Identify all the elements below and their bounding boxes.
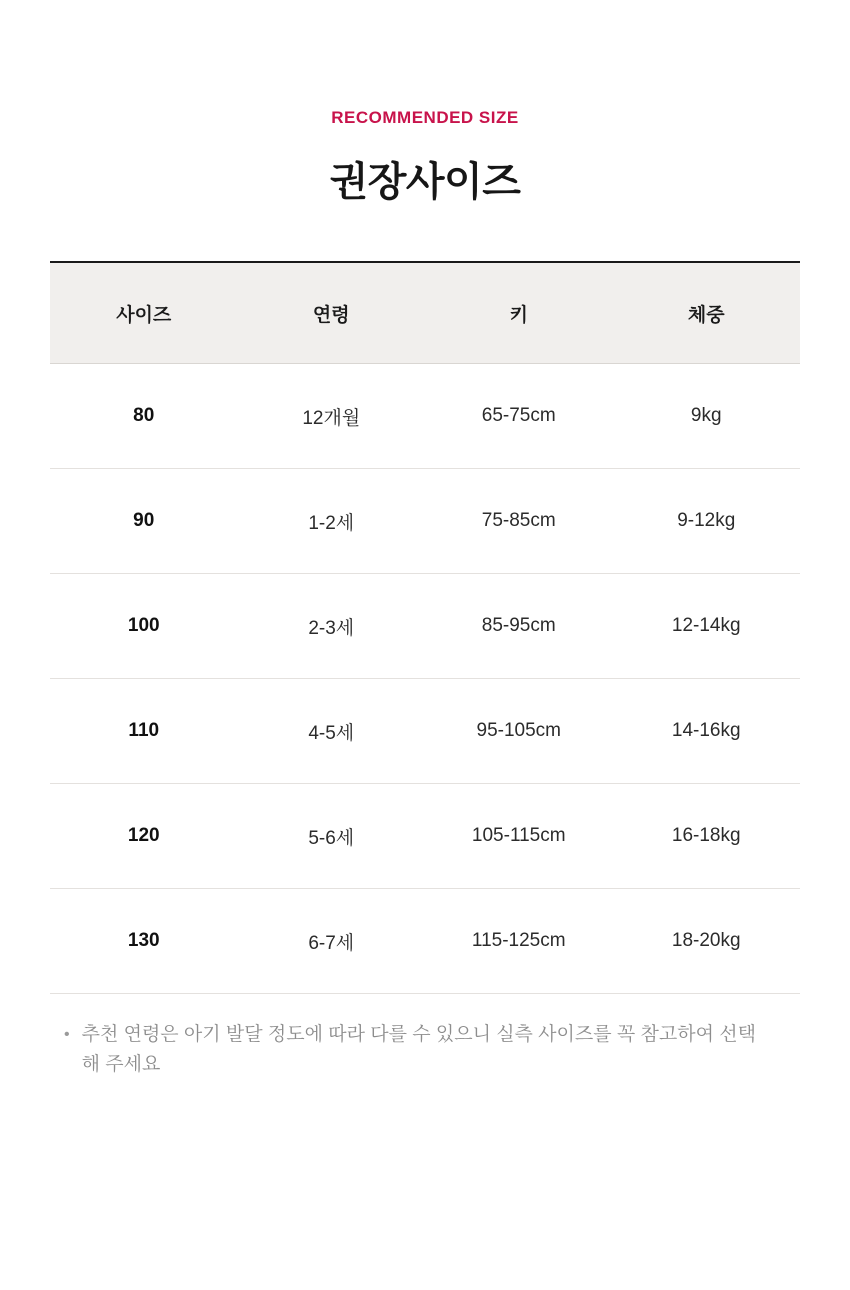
cell-age: 4-5세 — [238, 679, 426, 784]
cell-age: 6-7세 — [238, 889, 426, 994]
page-title: 권장사이즈 — [329, 160, 521, 204]
table-row — [50, 364, 800, 469]
size-table-body — [50, 364, 800, 994]
cell-weight: 9kg — [613, 364, 801, 469]
bullet-icon: • — [64, 1026, 70, 1043]
size-table-head — [50, 262, 800, 364]
cell-weight: 18-20kg — [613, 889, 801, 994]
cell-height: 115-125cm — [425, 889, 613, 994]
cell-size: 80 — [50, 364, 238, 469]
column-header-size: 사이즈 — [50, 262, 238, 364]
cell-size: 100 — [50, 574, 238, 679]
cell-size: 110 — [50, 679, 238, 784]
cell-weight: 16-18kg — [613, 784, 801, 889]
table-header-row — [50, 262, 800, 364]
column-header-height: 키 — [425, 262, 613, 364]
table-row — [50, 469, 800, 574]
cell-age: 12개월 — [238, 364, 426, 469]
cell-height: 75-85cm — [425, 469, 613, 574]
cell-weight: 12-14kg — [613, 574, 801, 679]
size-table-container — [50, 261, 800, 994]
size-note — [50, 1020, 800, 1080]
cell-weight: 9-12kg — [613, 469, 801, 574]
cell-size: 90 — [50, 469, 238, 574]
table-row — [50, 889, 800, 994]
cell-height: 65-75cm — [425, 364, 613, 469]
column-header-age: 연령 — [238, 262, 426, 364]
cell-height: 105-115cm — [425, 784, 613, 889]
cell-height: 85-95cm — [425, 574, 613, 679]
size-guide-page — [0, 108, 850, 1290]
cell-size: 130 — [50, 889, 238, 994]
cell-age: 1-2세 — [238, 469, 426, 574]
table-row — [50, 784, 800, 889]
column-header-weight: 체중 — [613, 262, 801, 364]
cell-weight: 14-16kg — [613, 679, 801, 784]
table-row — [50, 679, 800, 784]
cell-age: 5-6세 — [238, 784, 426, 889]
cell-age: 2-3세 — [238, 574, 426, 679]
cell-height: 95-105cm — [425, 679, 613, 784]
table-row — [50, 574, 800, 679]
eyebrow-label: RECOMMENDED SIZE — [331, 108, 519, 127]
cell-size: 120 — [50, 784, 238, 889]
size-note-text: 추천 연령은 아기 발달 정도에 따라 다를 수 있으니 실측 사이즈를 꼭 참고하여 선택해 주세요 — [81, 1024, 756, 1075]
size-table — [50, 261, 800, 994]
